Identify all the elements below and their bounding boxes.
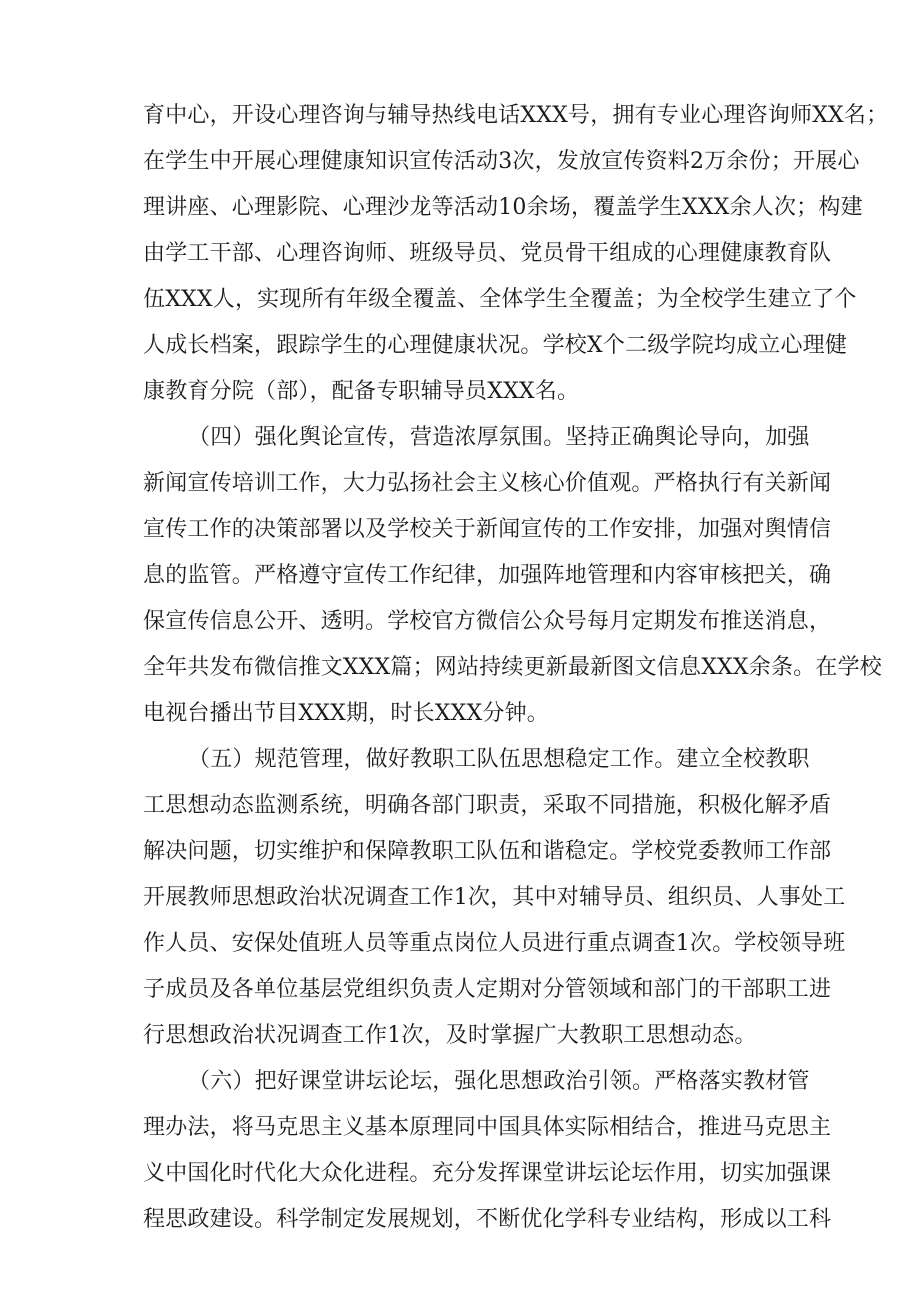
body-text-line: 开展教师思想政治状况调查工作1次，其中对辅导员、组织员、人事处工	[143, 885, 846, 910]
body-text-line: 息的监管。严格遵守宣传工作纪律，加强阵地管理和内容审核把关，确	[143, 563, 832, 588]
body-text-line: 解决问题，切实维护和保障教职工队伍和谐稳定。学校党委教师工作部	[143, 839, 832, 864]
body-text-line: 宣传工作的决策部署以及学校关于新闻宣传的工作安排，加强对舆情信	[143, 517, 832, 542]
body-text-line: 伍XXX人，实现所有年级全覆盖、全体学生全覆盖；为全校学生建立了个	[143, 287, 857, 312]
body-text-line: 程思政建设。科学制定发展规划，不断优化学科专业结构，形成以工科	[143, 1207, 832, 1232]
body-text-line: 理办法，将马克思主义基本原理同中国具体实际相结合，推进马克思主	[143, 1115, 832, 1140]
body-text-line: 工思想动态监测系统，明确各部门职责，采取不同措施，积极化解矛盾	[143, 793, 832, 818]
body-text-line: 理讲座、心理影院、心理沙龙等活动10余场，覆盖学生XXX余人次；构建	[143, 195, 863, 220]
body-text-line: 义中国化时代化大众化进程。充分发挥课堂讲坛论坛作用，切实加强课	[143, 1161, 832, 1186]
body-text-line: 子成员及各单位基层党组织负责人定期对分管领域和部门的干部职工进	[143, 977, 832, 1002]
body-text-line: 作人员、安保处值班人员等重点岗位人员进行重点调查1次。学校领导班	[143, 931, 846, 956]
body-text-line: 全年共发布微信推文XXX篇；网站持续更新最新图文信息XXX余条。在学校	[143, 655, 882, 680]
body-text-line: 康教育分院（部），配备专职辅导员XXX名。	[143, 379, 580, 404]
section-heading-line: （五）规范管理，做好教职工队伍思想稳定工作。建立全校教职	[188, 747, 810, 772]
section-heading-line: （四）强化舆论宣传，营造浓厚氛围。坚持正确舆论导向，加强	[188, 425, 810, 450]
body-text-line: 新闻宣传培训工作，大力弘扬社会主义核心价值观。严格执行有关新闻	[143, 471, 832, 496]
body-text-line: 人成长档案，跟踪学生的心理健康状况。学校X个二级学院均成立心理健	[143, 333, 848, 358]
body-text-line: 保宣传信息公开、透明。学校官方微信公众号每月定期发布推送消息，	[143, 609, 832, 634]
body-text-line: 在学生中开展心理健康知识宣传活动3次，发放宣传资料2万余份；开展心	[143, 149, 860, 174]
body-text-line: 行思想政治状况调查工作1次，及时掌握广大教职工思想动态。	[143, 1023, 757, 1048]
section-heading-line: （六）把好课堂讲坛论坛，强化思想政治引领。严格落实教材管	[188, 1069, 810, 1094]
body-text-line: 育中心，开设心理咨询与辅导热线电话XXX号，拥有专业心理咨询师XX名；	[143, 103, 889, 128]
body-text-line: 由学工干部、心理咨询师、班级导员、党员骨干组成的心理健康教育队	[143, 241, 832, 266]
body-text-line: 电视台播出节目XXX期，时长XXX分钟。	[143, 701, 549, 726]
